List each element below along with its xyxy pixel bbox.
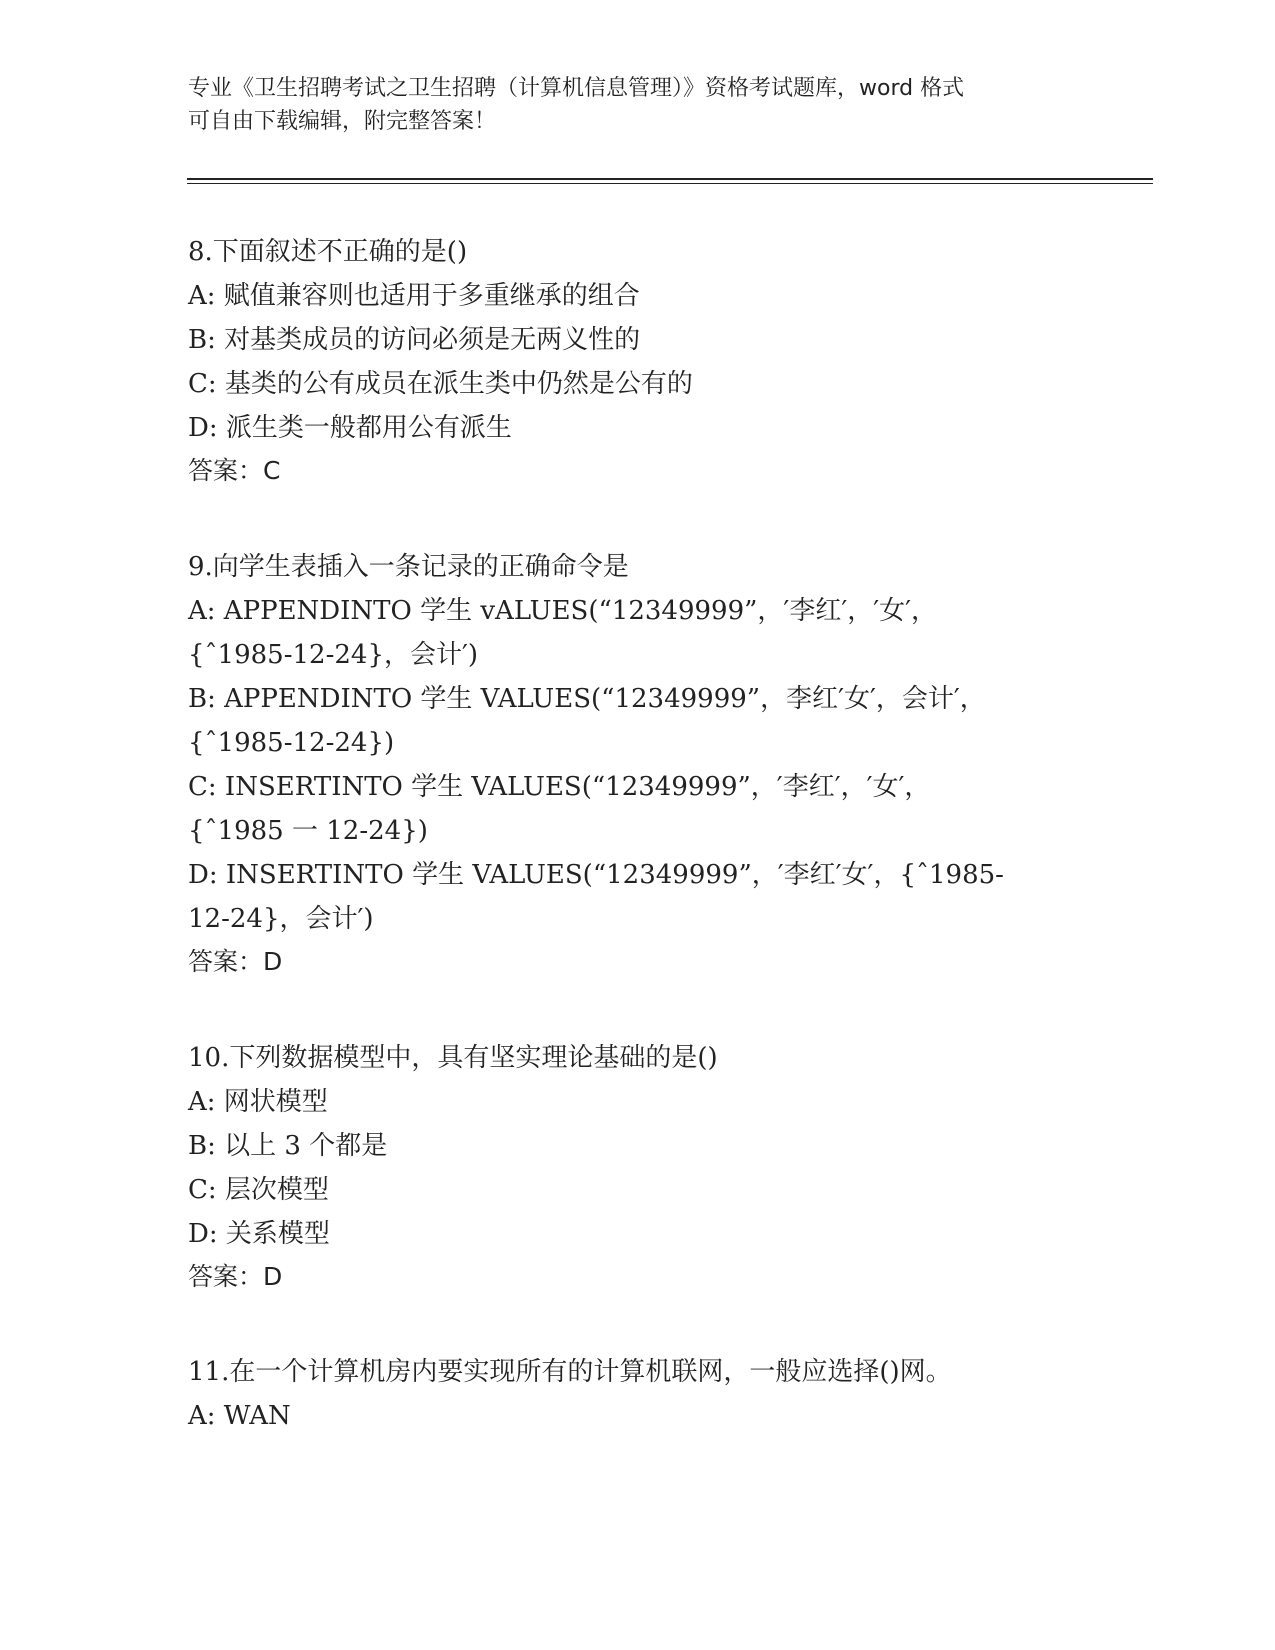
header-line-2: 可自由下载编辑，附完整答案！ [188,109,497,134]
option-d-cont: 12-24}，会计′) [188,904,374,934]
header-line-1: 专业《卫生招聘考试之卫生招聘（计算机信息管理）》资格考试题库，word 格式 [188,76,965,101]
question-stem: 9.向学生表插入一条记录的正确命令是 [188,552,629,582]
option-b: B: 对基类成员的访问必须是无两义性的 [188,325,641,355]
option-c: C: 基类的公有成员在派生类中仍然是公有的 [188,369,693,399]
question-stem: 10.下列数据模型中，具有坚实理论基础的是() [188,1043,718,1073]
option-a-cont: {ˆ1985-12-24}，会计′) [188,640,479,670]
answer: 答案：C [188,456,281,485]
question-stem: 11.在一个计算机房内要实现所有的计算机联网，一般应选择()网。 [188,1357,952,1387]
option-b: B: APPENDINTO 学生 VALUES(“12349999”，李红′女′，会计′， [188,684,986,714]
option-a: A: WAN [188,1401,291,1431]
question-stem: 8.下面叙述不正确的是() [188,237,468,267]
option-b: B: 以上 3 个都是 [188,1131,388,1161]
header-divider-thin [187,183,1153,184]
answer: 答案：D [188,1262,283,1291]
header-divider [187,178,1153,180]
option-c: C: 层次模型 [188,1175,329,1205]
answer: 答案：D [188,947,283,976]
option-d: D: INSERTINTO 学生 VALUES(“12349999”，′李红′女′，{ˆ1985- [188,860,1004,890]
option-b-cont: {ˆ1985-12-24}) [188,728,395,758]
option-a: A: 网状模型 [188,1087,328,1117]
document-header [188,72,1088,138]
option-a: A: 赋值兼容则也适用于多重继承的组合 [188,281,640,311]
option-d: D: 派生类一般都用公有派生 [188,413,512,443]
option-c-cont: {ˆ1985 一 12-24}) [188,816,428,846]
option-c: C: INSERTINTO 学生 VALUES(“12349999”，′李红′，′女′， [188,772,931,802]
option-a: A: APPENDINTO 学生 vALUES(“12349999”，′李红′，′女′， [188,596,938,626]
option-d: D: 关系模型 [188,1219,330,1249]
